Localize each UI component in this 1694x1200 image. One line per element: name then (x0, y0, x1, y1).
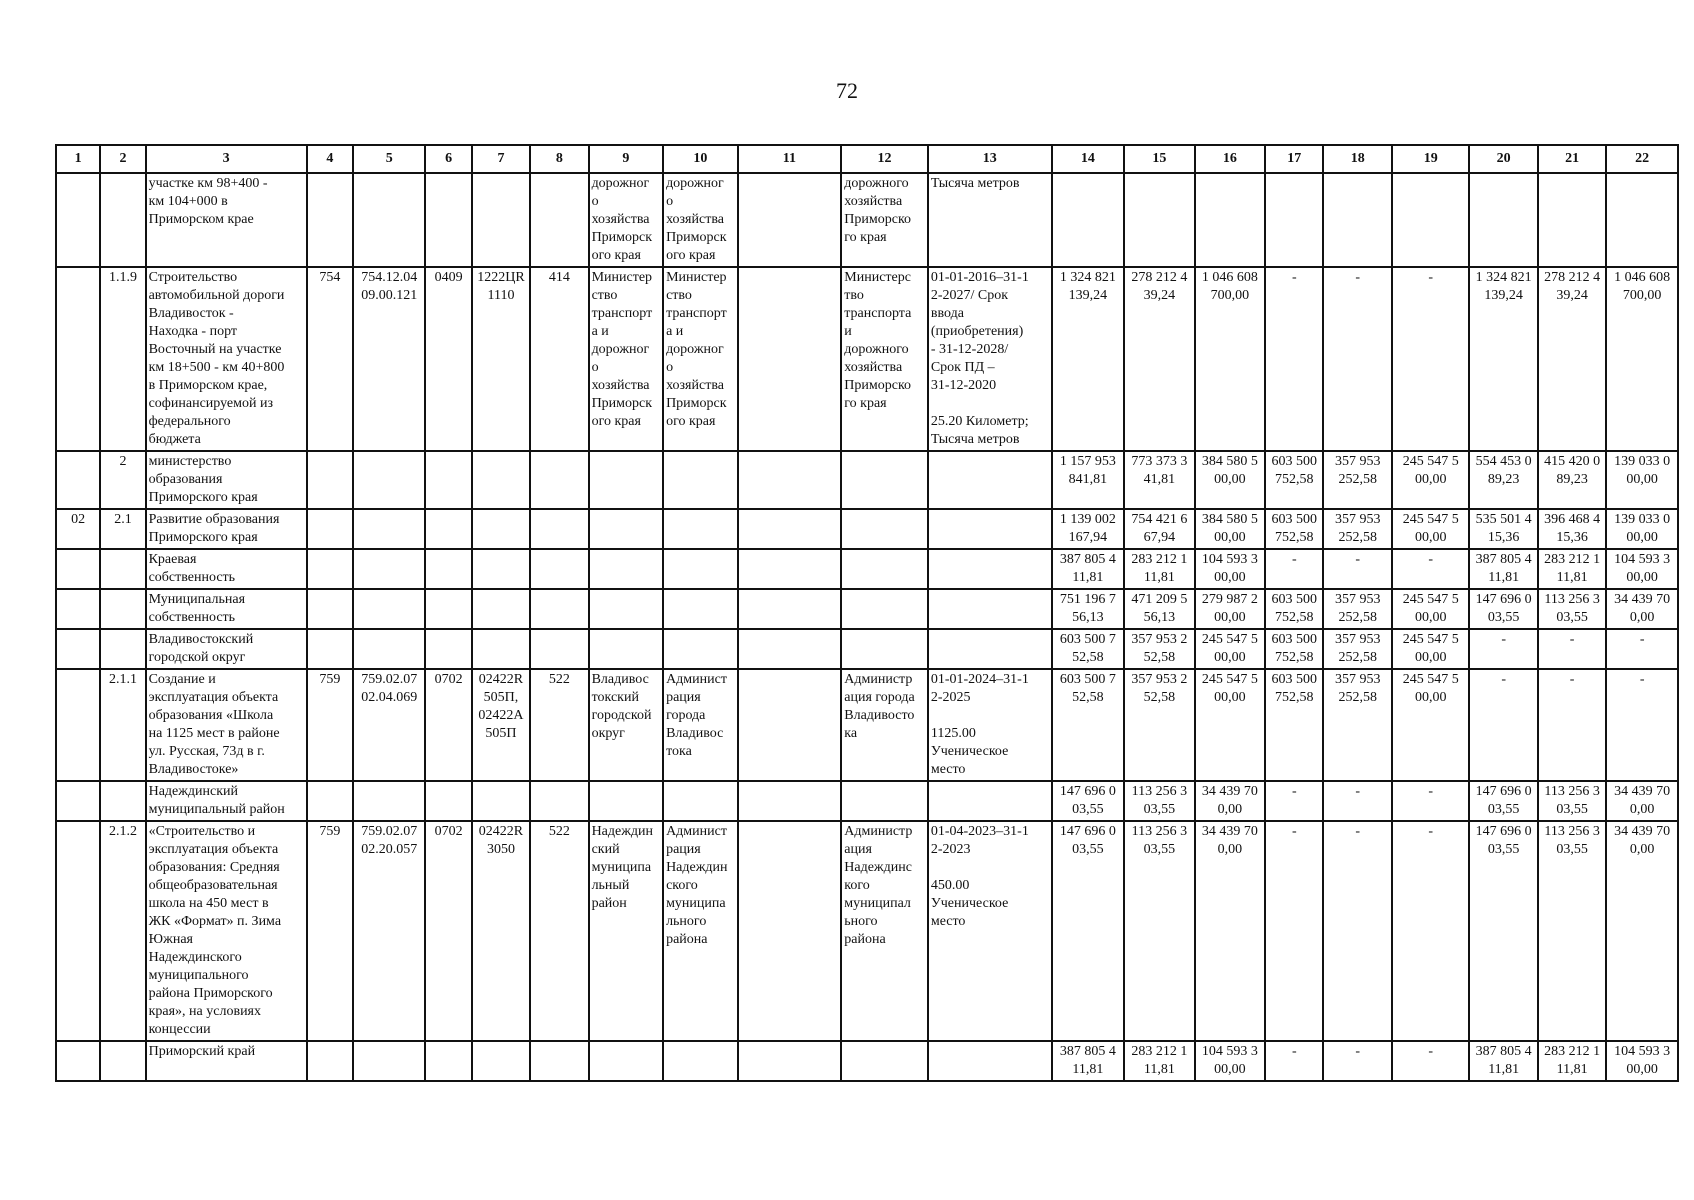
table-cell-col-15: 113 256 3 03,55 (1124, 781, 1194, 821)
table-cell-col-12: дорожного хозяйства Приморско го края (841, 173, 928, 267)
table-cell-col-17: 603 500 752,58 (1265, 589, 1323, 629)
table-cell-col-14: 387 805 4 11,81 (1052, 1041, 1124, 1081)
table-cell-col-15: 471 209 5 56,13 (1124, 589, 1194, 629)
table-cell-col-3: Владивостокский городской округ (146, 629, 307, 669)
table-cell-col-10 (663, 549, 738, 589)
table-cell-col-13: Тысяча метров (928, 173, 1052, 267)
table-cell-col-8: 522 (530, 669, 588, 781)
table-cell-col-2 (100, 589, 145, 629)
table-cell-col-7 (472, 509, 530, 549)
table-cell-col-6 (425, 629, 471, 669)
table-row (56, 629, 1678, 669)
table-cell-col-22: 139 033 0 00,00 (1606, 451, 1678, 509)
table-cell-col-3: министерство образования Приморского края (146, 451, 307, 509)
table-cell-col-2 (100, 173, 145, 267)
table-cell-col-10 (663, 509, 738, 549)
table-cell-col-20: 147 696 0 03,55 (1469, 821, 1537, 1041)
table-cell-col-8 (530, 1041, 588, 1081)
table-cell-col-8: 522 (530, 821, 588, 1041)
table-cell-col-7 (472, 781, 530, 821)
table-cell-col-10: Админист рация Надеждин ского муниципа льного района (663, 821, 738, 1041)
table-cell-col-1 (56, 781, 100, 821)
column-header-10: 10 (663, 145, 738, 173)
table-cell-col-8 (530, 629, 588, 669)
table-cell-col-15: 113 256 3 03,55 (1124, 821, 1194, 1041)
table-cell-col-16: 104 593 3 00,00 (1195, 549, 1265, 589)
table-cell-col-4 (307, 589, 353, 629)
table-cell-col-9 (589, 451, 664, 509)
table-cell-col-12: Администр ация города Владивосто ка (841, 669, 928, 781)
table-cell-col-1 (56, 1041, 100, 1081)
table-cell-col-1 (56, 173, 100, 267)
table-cell-col-9 (589, 781, 664, 821)
column-header-3: 3 (146, 145, 307, 173)
table-cell-col-19: - (1392, 781, 1470, 821)
table-cell-col-3: Строительство автомобильной дороги Владивосток - Находка - порт Восточный на участке км 18+500 - км 40+800 в Приморском крае, софинансируемой из федерального бюджета (146, 267, 307, 451)
table-cell-col-20: - (1469, 629, 1537, 669)
table-cell-col-6: 0702 (425, 821, 471, 1041)
table-cell-col-13 (928, 549, 1052, 589)
table-cell-col-19: 245 547 5 00,00 (1392, 629, 1470, 669)
table-cell-col-4 (307, 451, 353, 509)
table-cell-col-18: 357 953 252,58 (1323, 669, 1391, 781)
table-cell-col-20: 147 696 0 03,55 (1469, 781, 1537, 821)
table-cell-col-4: 754 (307, 267, 353, 451)
table-cell-col-11 (738, 821, 842, 1041)
table-cell-col-12: Администр ация Надеждинс кого муниципал ьного района (841, 821, 928, 1041)
table-cell-col-18: 357 953 252,58 (1323, 589, 1391, 629)
table-cell-col-8 (530, 451, 588, 509)
table-cell-col-17: 603 500 752,58 (1265, 451, 1323, 509)
table-cell-col-12 (841, 629, 928, 669)
table-cell-col-14 (1052, 173, 1124, 267)
table-cell-col-21: 283 212 1 11,81 (1538, 1041, 1606, 1081)
table-cell-col-18: - (1323, 267, 1391, 451)
table-cell-col-4 (307, 629, 353, 669)
table-cell-col-22 (1606, 173, 1678, 267)
table-cell-col-5 (353, 509, 425, 549)
table-cell-col-22: 139 033 0 00,00 (1606, 509, 1678, 549)
table-row (56, 451, 1678, 509)
table-cell-col-10 (663, 451, 738, 509)
table-cell-col-17: - (1265, 781, 1323, 821)
table-cell-col-6 (425, 549, 471, 589)
table-cell-col-2: 2.1.2 (100, 821, 145, 1041)
table-cell-col-1 (56, 451, 100, 509)
header-row (56, 145, 1678, 173)
table-cell-col-3: Муниципальная собственность (146, 589, 307, 629)
table-cell-col-21: 415 420 0 89,23 (1538, 451, 1606, 509)
column-header-9: 9 (589, 145, 664, 173)
table-cell-col-5 (353, 629, 425, 669)
table-cell-col-4: 759 (307, 821, 353, 1041)
table-cell-col-4 (307, 781, 353, 821)
table-cell-col-12 (841, 509, 928, 549)
table-cell-col-11 (738, 451, 842, 509)
table-cell-col-7 (472, 1041, 530, 1081)
table-cell-col-9 (589, 1041, 664, 1081)
table-cell-col-15: 283 212 1 11,81 (1124, 1041, 1194, 1081)
table-cell-col-8 (530, 173, 588, 267)
table-cell-col-1 (56, 589, 100, 629)
column-header-18: 18 (1323, 145, 1391, 173)
column-header-5: 5 (353, 145, 425, 173)
table-cell-col-12 (841, 451, 928, 509)
table-cell-col-3: Надеждинский муниципальный район (146, 781, 307, 821)
table-cell-col-7: 02422R 3050 (472, 821, 530, 1041)
table-cell-col-9: Владивос токский городской округ (589, 669, 664, 781)
table-cell-col-16: 1 046 608 700,00 (1195, 267, 1265, 451)
table-cell-col-19: - (1392, 1041, 1470, 1081)
table-cell-col-7 (472, 549, 530, 589)
table-cell-col-5: 759.02.07 02.20.057 (353, 821, 425, 1041)
table-cell-col-14: 1 139 002 167,94 (1052, 509, 1124, 549)
table-cell-col-21: 113 256 3 03,55 (1538, 781, 1606, 821)
table-row (56, 173, 1678, 267)
table-cell-col-11 (738, 509, 842, 549)
table-cell-col-17: - (1265, 1041, 1323, 1081)
table-cell-col-9: дорожног о хозяйства Приморск ого края (589, 173, 664, 267)
table-cell-col-8 (530, 509, 588, 549)
table-cell-col-5 (353, 781, 425, 821)
column-header-20: 20 (1469, 145, 1537, 173)
table-cell-col-10 (663, 589, 738, 629)
table-cell-col-6 (425, 781, 471, 821)
table-cell-col-11 (738, 589, 842, 629)
table-cell-col-11 (738, 549, 842, 589)
table-cell-col-6 (425, 589, 471, 629)
table-cell-col-22: - (1606, 629, 1678, 669)
table-cell-col-14: 147 696 0 03,55 (1052, 821, 1124, 1041)
table-cell-col-6: 0702 (425, 669, 471, 781)
column-header-15: 15 (1124, 145, 1194, 173)
table-cell-col-16: 384 580 5 00,00 (1195, 509, 1265, 549)
table-cell-col-8 (530, 781, 588, 821)
table-cell-col-2: 2.1.1 (100, 669, 145, 781)
table-cell-col-4: 759 (307, 669, 353, 781)
table-cell-col-5 (353, 1041, 425, 1081)
table-cell-col-16: 245 547 5 00,00 (1195, 629, 1265, 669)
table-cell-col-5 (353, 451, 425, 509)
table-cell-col-12 (841, 589, 928, 629)
table-cell-col-14: 1 157 953 841,81 (1052, 451, 1124, 509)
table-cell-col-9 (589, 589, 664, 629)
table-cell-col-16: 104 593 3 00,00 (1195, 1041, 1265, 1081)
table-cell-col-13 (928, 589, 1052, 629)
table-cell-col-7 (472, 589, 530, 629)
table-cell-col-5 (353, 589, 425, 629)
table-cell-col-13: 01-01-2016–31-1 2-2027/ Срок ввода (приобретения) - 31-12-2028/ Срок ПД – 31-12-2020 25.20 Километр; Тысяча метров (928, 267, 1052, 451)
table-cell-col-1: 02 (56, 509, 100, 549)
column-header-11: 11 (738, 145, 842, 173)
table-cell-col-2 (100, 629, 145, 669)
table-cell-col-12 (841, 781, 928, 821)
table-cell-col-1 (56, 629, 100, 669)
column-header-14: 14 (1052, 145, 1124, 173)
table-cell-col-15: 357 953 2 52,58 (1124, 629, 1194, 669)
table-cell-col-9 (589, 509, 664, 549)
table-cell-col-7: 02422R 505П, 02422A 505П (472, 669, 530, 781)
table-cell-col-1 (56, 549, 100, 589)
column-header-16: 16 (1195, 145, 1265, 173)
table-cell-col-8: 414 (530, 267, 588, 451)
table-cell-col-13 (928, 451, 1052, 509)
table-cell-col-4 (307, 1041, 353, 1081)
table-cell-col-4 (307, 173, 353, 267)
table-cell-col-14: 387 805 4 11,81 (1052, 549, 1124, 589)
table-cell-col-13: 01-04-2023–31-1 2-2023 450.00 Ученическое место (928, 821, 1052, 1041)
table-cell-col-19: - (1392, 549, 1470, 589)
table-cell-col-3: Развитие образования Приморского края (146, 509, 307, 549)
table-cell-col-1 (56, 821, 100, 1041)
budget-table (55, 144, 1679, 1082)
table-cell-col-13 (928, 629, 1052, 669)
table-cell-col-18: - (1323, 549, 1391, 589)
table-cell-col-11 (738, 1041, 842, 1081)
table-cell-col-6: 0409 (425, 267, 471, 451)
table-cell-col-18: 357 953 252,58 (1323, 629, 1391, 669)
table-cell-col-17: - (1265, 267, 1323, 451)
table-cell-col-16: 34 439 70 0,00 (1195, 781, 1265, 821)
table-cell-col-7: 1222ЦR 1110 (472, 267, 530, 451)
table-cell-col-22: 34 439 70 0,00 (1606, 781, 1678, 821)
table-cell-col-9: Надеждин ский муниципа льный район (589, 821, 664, 1041)
column-header-7: 7 (472, 145, 530, 173)
table-cell-col-18: - (1323, 1041, 1391, 1081)
table-cell-col-19: 245 547 5 00,00 (1392, 509, 1470, 549)
table-cell-col-11 (738, 629, 842, 669)
table-cell-col-2 (100, 549, 145, 589)
table-cell-col-10 (663, 629, 738, 669)
table-cell-col-10 (663, 1041, 738, 1081)
table-cell-col-22: 1 046 608 700,00 (1606, 267, 1678, 451)
table-cell-col-13 (928, 1041, 1052, 1081)
table-cell-col-14: 751 196 7 56,13 (1052, 589, 1124, 629)
table-cell-col-20: 554 453 0 89,23 (1469, 451, 1537, 509)
table-cell-col-22: 104 593 3 00,00 (1606, 549, 1678, 589)
table-cell-col-9 (589, 629, 664, 669)
table-cell-col-21: 278 212 4 39,24 (1538, 267, 1606, 451)
table-cell-col-3: Создание и эксплуатация объекта образования «Школа на 1125 мест в районе ул. Русская, 73д в г. Владивостоке» (146, 669, 307, 781)
table-cell-col-12 (841, 1041, 928, 1081)
table-cell-col-2: 2 (100, 451, 145, 509)
table-cell-col-12 (841, 549, 928, 589)
column-header-8: 8 (530, 145, 588, 173)
table-cell-col-11 (738, 669, 842, 781)
table-cell-col-3: «Строительство и эксплуатация объекта образования: Средняя общеобразовательная школа на 450 мест в ЖК «Формат» п. Зима Южная Надеждинского муниципального района Приморского края», на условиях концессии (146, 821, 307, 1041)
table-row (56, 1041, 1678, 1081)
table-cell-col-21: 113 256 3 03,55 (1538, 821, 1606, 1041)
table-cell-col-21: - (1538, 629, 1606, 669)
table-cell-col-14: 603 500 7 52,58 (1052, 669, 1124, 781)
column-header-6: 6 (425, 145, 471, 173)
table-cell-col-21: 283 212 1 11,81 (1538, 549, 1606, 589)
table-cell-col-19: 245 547 5 00,00 (1392, 589, 1470, 629)
table-cell-col-17: - (1265, 821, 1323, 1041)
table-cell-col-21: 396 468 4 15,36 (1538, 509, 1606, 549)
table-row (56, 509, 1678, 549)
table-cell-col-16 (1195, 173, 1265, 267)
table-row (56, 549, 1678, 589)
table-cell-col-11 (738, 267, 842, 451)
table-cell-col-17: 603 500 752,58 (1265, 629, 1323, 669)
table-cell-col-20: 387 805 4 11,81 (1469, 549, 1537, 589)
table-cell-col-21 (1538, 173, 1606, 267)
table-cell-col-7 (472, 173, 530, 267)
table-cell-col-3: Краевая собственность (146, 549, 307, 589)
table-cell-col-16: 34 439 70 0,00 (1195, 821, 1265, 1041)
table-cell-col-20: 1 324 821 139,24 (1469, 267, 1537, 451)
table-cell-col-10: Админист рация города Владивос тока (663, 669, 738, 781)
table-row (56, 821, 1678, 1041)
table-cell-col-14: 1 324 821 139,24 (1052, 267, 1124, 451)
column-header-4: 4 (307, 145, 353, 173)
table-cell-col-15: 278 212 4 39,24 (1124, 267, 1194, 451)
table-cell-col-15: 754 421 6 67,94 (1124, 509, 1194, 549)
column-header-13: 13 (928, 145, 1052, 173)
table-cell-col-11 (738, 781, 842, 821)
table-cell-col-1 (56, 267, 100, 451)
table-cell-col-9 (589, 549, 664, 589)
table-cell-col-2: 2.1 (100, 509, 145, 549)
column-header-12: 12 (841, 145, 928, 173)
table-cell-col-4 (307, 509, 353, 549)
table-cell-col-17: 603 500 752,58 (1265, 509, 1323, 549)
table-cell-col-16: 245 547 5 00,00 (1195, 669, 1265, 781)
table-cell-col-13 (928, 509, 1052, 549)
table-cell-col-2: 1.1.9 (100, 267, 145, 451)
table-cell-col-15: 357 953 2 52,58 (1124, 669, 1194, 781)
table-cell-col-19: - (1392, 267, 1470, 451)
column-header-2: 2 (100, 145, 145, 173)
table-cell-col-18 (1323, 173, 1391, 267)
table-cell-col-4 (307, 549, 353, 589)
column-header-1: 1 (56, 145, 100, 173)
table-cell-col-16: 384 580 5 00,00 (1195, 451, 1265, 509)
table-cell-col-6 (425, 173, 471, 267)
table-cell-col-18: - (1323, 781, 1391, 821)
table-cell-col-8 (530, 549, 588, 589)
column-header-17: 17 (1265, 145, 1323, 173)
table-cell-col-13: 01-01-2024–31-1 2-2025 1125.00 Ученическое место (928, 669, 1052, 781)
table-cell-col-14: 147 696 0 03,55 (1052, 781, 1124, 821)
table-cell-col-10: Министер ство транспорт а и дорожног о хозяйства Приморск ого края (663, 267, 738, 451)
table-cell-col-18: - (1323, 821, 1391, 1041)
table-cell-col-15 (1124, 173, 1194, 267)
table-cell-col-20: 147 696 0 03,55 (1469, 589, 1537, 629)
table-cell-col-6 (425, 451, 471, 509)
table-cell-col-22: 34 439 70 0,00 (1606, 821, 1678, 1041)
table-cell-col-5 (353, 173, 425, 267)
column-header-21: 21 (1538, 145, 1606, 173)
table-cell-col-3: Приморский край (146, 1041, 307, 1081)
table-cell-col-19: 245 547 5 00,00 (1392, 451, 1470, 509)
table-cell-col-17: - (1265, 549, 1323, 589)
table-cell-col-7 (472, 629, 530, 669)
table-cell-col-22: 34 439 70 0,00 (1606, 589, 1678, 629)
table-row (56, 669, 1678, 781)
table-cell-col-17: 603 500 752,58 (1265, 669, 1323, 781)
table-cell-col-2 (100, 1041, 145, 1081)
table-cell-col-3: участке км 98+400 - км 104+000 в Приморском крае (146, 173, 307, 267)
table-cell-col-15: 773 373 3 41,81 (1124, 451, 1194, 509)
table-cell-col-5 (353, 549, 425, 589)
table-cell-col-19: - (1392, 821, 1470, 1041)
table-cell-col-9: Министер ство транспорт а и дорожног о хозяйства Приморск ого края (589, 267, 664, 451)
table-cell-col-20 (1469, 173, 1537, 267)
table-cell-col-14: 603 500 7 52,58 (1052, 629, 1124, 669)
table-row (56, 267, 1678, 451)
table-cell-col-10 (663, 781, 738, 821)
table-cell-col-20: 535 501 4 15,36 (1469, 509, 1537, 549)
table-cell-col-16: 279 987 2 00,00 (1195, 589, 1265, 629)
table-cell-col-6 (425, 509, 471, 549)
table-cell-col-20: 387 805 4 11,81 (1469, 1041, 1537, 1081)
table-cell-col-15: 283 212 1 11,81 (1124, 549, 1194, 589)
table-cell-col-22: - (1606, 669, 1678, 781)
table-cell-col-18: 357 953 252,58 (1323, 451, 1391, 509)
table-cell-col-19: 245 547 5 00,00 (1392, 669, 1470, 781)
page-number: 72 (836, 78, 858, 103)
table-cell-col-5: 759.02.07 02.04.069 (353, 669, 425, 781)
table-cell-col-19 (1392, 173, 1470, 267)
table-cell-col-17 (1265, 173, 1323, 267)
table-row (56, 589, 1678, 629)
table-cell-col-6 (425, 1041, 471, 1081)
table-cell-col-2 (100, 781, 145, 821)
table-cell-col-10: дорожног о хозяйства Приморск ого края (663, 173, 738, 267)
table-cell-col-7 (472, 451, 530, 509)
table-row (56, 781, 1678, 821)
table-cell-col-21: 113 256 3 03,55 (1538, 589, 1606, 629)
table-cell-col-1 (56, 669, 100, 781)
table-cell-col-5: 754.12.04 09.00.121 (353, 267, 425, 451)
table-cell-col-21: - (1538, 669, 1606, 781)
column-header-22: 22 (1606, 145, 1678, 173)
table-cell-col-8 (530, 589, 588, 629)
table-cell-col-20: - (1469, 669, 1537, 781)
column-header-19: 19 (1392, 145, 1470, 173)
table-cell-col-13 (928, 781, 1052, 821)
table-cell-col-11 (738, 173, 842, 267)
table-cell-col-18: 357 953 252,58 (1323, 509, 1391, 549)
table-cell-col-22: 104 593 3 00,00 (1606, 1041, 1678, 1081)
table-cell-col-12: Министерс тво транспорта и дорожного хозяйства Приморско го края (841, 267, 928, 451)
